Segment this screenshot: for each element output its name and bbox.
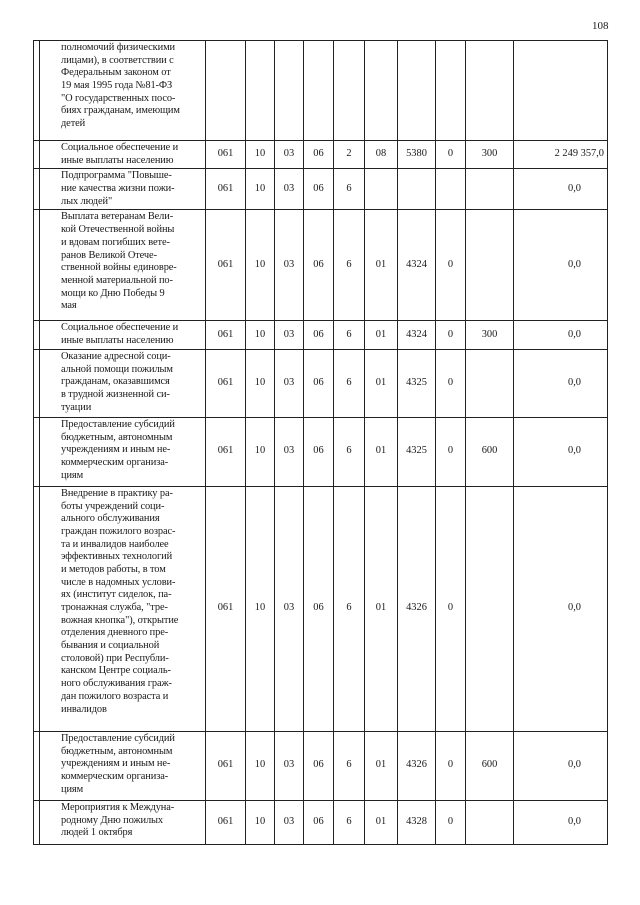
cell-event: 01 xyxy=(365,321,398,349)
cell-sum: 0,0 xyxy=(514,210,608,321)
cell-subprogram xyxy=(334,41,365,141)
row-name: Социальное обеспечение и иные выплаты населению xyxy=(40,321,206,349)
cell-section: 10 xyxy=(246,486,275,731)
cell-subprogram: 6 xyxy=(334,800,365,844)
table-row xyxy=(34,41,608,141)
cell-section: 10 xyxy=(246,141,275,169)
cell-code xyxy=(436,169,466,210)
cell-event: 01 xyxy=(365,486,398,731)
cell-sum: 0,0 xyxy=(514,321,608,349)
cell-event: 01 xyxy=(365,731,398,800)
cell-ministry: 061 xyxy=(206,210,246,321)
row-name: Выплата ветеранам Вели- кой Отечественной войны и вдовам погибших вете- ранов Великой Отече- ственной войны единовре- менной материальной по- мощи ко Дню Победы 9 мая xyxy=(40,210,206,321)
row-name: Предоставление субсидий бюджетным, автономным учреждениям и иным не- коммерческим организа- циям xyxy=(40,417,206,486)
table-row xyxy=(34,210,608,321)
cell-code xyxy=(436,41,466,141)
row-name: Социальное обеспечение и иные выплаты населению xyxy=(40,141,206,169)
cell-event: 01 xyxy=(365,417,398,486)
cell-direction: 4324 xyxy=(398,321,436,349)
cell-program xyxy=(304,41,334,141)
cell-sum: 0,0 xyxy=(514,731,608,800)
cell-section: 10 xyxy=(246,731,275,800)
table-body xyxy=(34,41,608,845)
cell-subsection: 03 xyxy=(275,141,304,169)
cell-program: 06 xyxy=(304,800,334,844)
cell-subsection: 03 xyxy=(275,169,304,210)
row-name: Оказание адресной соци- альной помощи пожилым гражданам, оказавшимся в трудной жизненной си- туации xyxy=(40,349,206,417)
cell-program: 06 xyxy=(304,417,334,486)
cell-event: 01 xyxy=(365,210,398,321)
cell-code: 0 xyxy=(436,210,466,321)
cell-code: 0 xyxy=(436,349,466,417)
row-name: полномочий физическими лицами), в соответствии с Федеральным законом от 19 мая 1995 года №81-ФЗ "О государственных посо- биях гражданам, имеющим детей xyxy=(40,41,206,141)
cell-subsection: 03 xyxy=(275,731,304,800)
table-row xyxy=(34,169,608,210)
cell-expense-type: 300 xyxy=(466,321,514,349)
cell-section: 10 xyxy=(246,349,275,417)
cell-subsection: 03 xyxy=(275,417,304,486)
cell-sum: 0,0 xyxy=(514,486,608,731)
cell-ministry: 061 xyxy=(206,141,246,169)
cell-subprogram: 6 xyxy=(334,417,365,486)
table-row xyxy=(34,731,608,800)
cell-subsection: 03 xyxy=(275,349,304,417)
cell-code: 0 xyxy=(436,486,466,731)
cell-event: 01 xyxy=(365,349,398,417)
cell-subsection: 03 xyxy=(275,321,304,349)
row-name: Подпрограмма "Повыше- ние качества жизни пожи- лых людей" xyxy=(40,169,206,210)
page-number: 108 xyxy=(592,20,609,32)
cell-event xyxy=(365,41,398,141)
table-row xyxy=(34,321,608,349)
cell-event xyxy=(365,169,398,210)
cell-subprogram: 6 xyxy=(334,169,365,210)
cell-expense-type xyxy=(466,210,514,321)
cell-direction: 4325 xyxy=(398,417,436,486)
cell-subprogram: 6 xyxy=(334,321,365,349)
cell-program: 06 xyxy=(304,321,334,349)
table-row xyxy=(34,417,608,486)
cell-code: 0 xyxy=(436,321,466,349)
budget-table xyxy=(33,40,608,845)
cell-sum: 0,0 xyxy=(514,349,608,417)
cell-sum: 0,0 xyxy=(514,169,608,210)
cell-expense-type: 600 xyxy=(466,417,514,486)
cell-subprogram: 6 xyxy=(334,349,365,417)
cell-expense-type xyxy=(466,349,514,417)
cell-expense-type xyxy=(466,800,514,844)
cell-sum: 0,0 xyxy=(514,417,608,486)
cell-program: 06 xyxy=(304,486,334,731)
cell-ministry xyxy=(206,41,246,141)
cell-sum: 0,0 xyxy=(514,800,608,844)
cell-sum xyxy=(514,41,608,141)
cell-program: 06 xyxy=(304,210,334,321)
cell-subprogram: 6 xyxy=(334,486,365,731)
cell-subsection: 03 xyxy=(275,486,304,731)
cell-section: 10 xyxy=(246,800,275,844)
cell-code: 0 xyxy=(436,731,466,800)
cell-subprogram: 6 xyxy=(334,210,365,321)
cell-code: 0 xyxy=(436,800,466,844)
cell-code: 0 xyxy=(436,417,466,486)
cell-expense-type xyxy=(466,41,514,141)
cell-subsection: 03 xyxy=(275,210,304,321)
cell-ministry: 061 xyxy=(206,169,246,210)
cell-program: 06 xyxy=(304,141,334,169)
cell-event: 01 xyxy=(365,800,398,844)
cell-event: 08 xyxy=(365,141,398,169)
cell-ministry: 061 xyxy=(206,731,246,800)
cell-ministry: 061 xyxy=(206,800,246,844)
cell-expense-type: 300 xyxy=(466,141,514,169)
cell-direction: 4328 xyxy=(398,800,436,844)
cell-subsection xyxy=(275,41,304,141)
cell-expense-type: 600 xyxy=(466,731,514,800)
cell-code: 0 xyxy=(436,141,466,169)
table-row xyxy=(34,349,608,417)
cell-section: 10 xyxy=(246,417,275,486)
cell-direction: 4326 xyxy=(398,486,436,731)
cell-program: 06 xyxy=(304,731,334,800)
cell-direction: 5380 xyxy=(398,141,436,169)
cell-sum: 2 249 357,0 xyxy=(514,141,608,169)
cell-subprogram: 2 xyxy=(334,141,365,169)
cell-direction xyxy=(398,169,436,210)
cell-expense-type xyxy=(466,169,514,210)
cell-ministry: 061 xyxy=(206,486,246,731)
cell-ministry: 061 xyxy=(206,321,246,349)
cell-direction: 4326 xyxy=(398,731,436,800)
cell-section: 10 xyxy=(246,210,275,321)
cell-expense-type xyxy=(466,486,514,731)
cell-program: 06 xyxy=(304,169,334,210)
cell-section xyxy=(246,41,275,141)
cell-subprogram: 6 xyxy=(334,731,365,800)
cell-ministry: 061 xyxy=(206,417,246,486)
cell-program: 06 xyxy=(304,349,334,417)
cell-direction: 4325 xyxy=(398,349,436,417)
cell-ministry: 061 xyxy=(206,349,246,417)
row-name: Мероприятия к Междуна- родному Дню пожилых людей 1 октября xyxy=(40,800,206,844)
cell-direction xyxy=(398,41,436,141)
cell-section: 10 xyxy=(246,169,275,210)
cell-subsection: 03 xyxy=(275,800,304,844)
cell-section: 10 xyxy=(246,321,275,349)
table-row xyxy=(34,486,608,731)
row-name: Предоставление субсидий бюджетным, автономным учреждениям и иным не- коммерческим организа- циям xyxy=(40,731,206,800)
table-row xyxy=(34,141,608,169)
row-name: Внедрение в практику ра- боты учреждений соци- ального обслуживания граждан пожилого возрас- та и инвалидов наиболее эффективных технологий и методов работы, в том числе в надомных услови- ях (институт сиделок, па- тронажная служба, "тре- вожная кнопка"), открытие отделения дневного пре- бывания и социальной столовой) при Республи- канском Центре социаль- ного обслуживания граж- дан пожилого возраста и инвалидов xyxy=(40,486,206,731)
cell-direction: 4324 xyxy=(398,210,436,321)
table-row xyxy=(34,800,608,844)
